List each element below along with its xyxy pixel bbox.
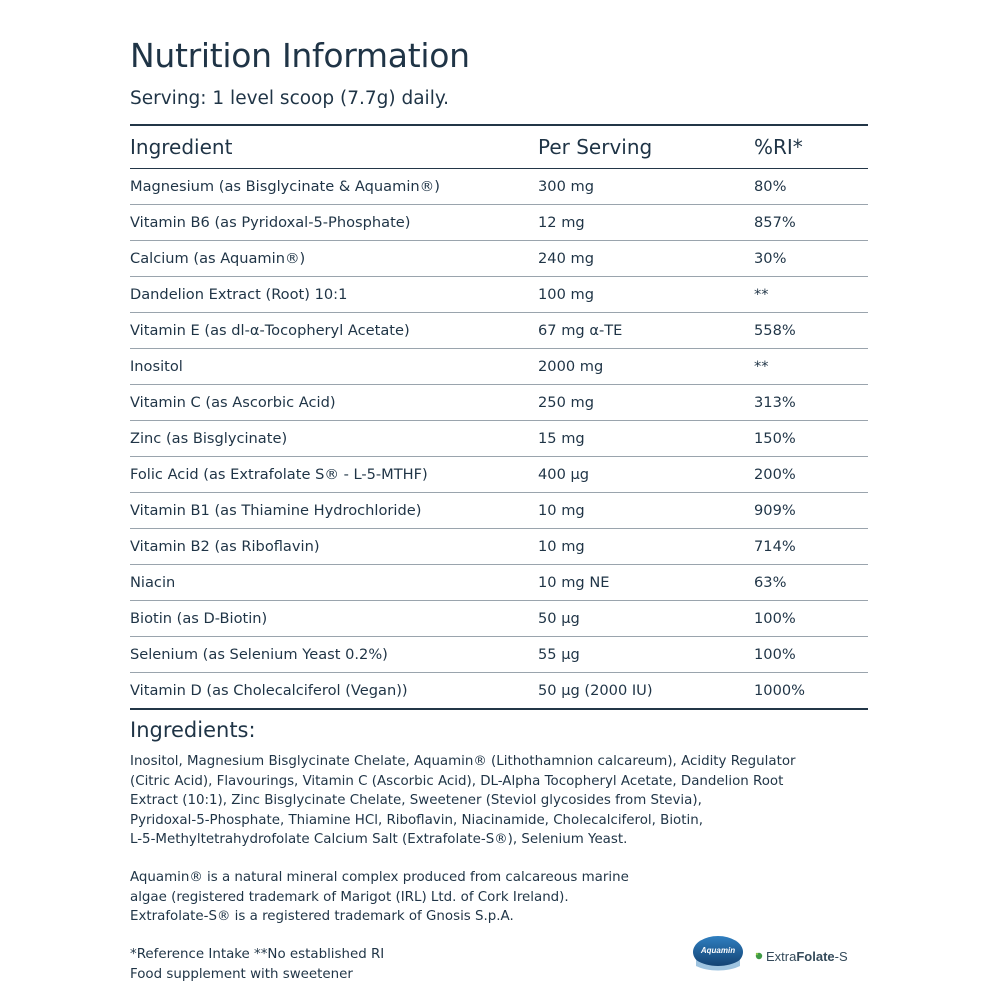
table-row: [130, 565, 868, 601]
per-serving-cell: 300 mg: [538, 169, 754, 205]
ingredient-cell: Dandelion Extract (Root) 10:1: [130, 277, 538, 313]
per-serving-cell: 2000 mg: [538, 349, 754, 385]
per-serving-cell: 100 mg: [538, 277, 754, 313]
table-row: [130, 205, 868, 241]
ingredient-cell: Selenium (as Selenium Yeast 0.2%): [130, 637, 538, 673]
ri-cell: 80%: [754, 169, 868, 205]
table-row: [130, 601, 868, 637]
ingredients-line: Pyridoxal-5-Phosphate, Thiamine HCl, Riboflavin, Niacinamide, Cholecalciferol, Biotin,: [130, 812, 703, 828]
extrafolate-prefix: Extra: [766, 948, 797, 964]
ri-cell: 30%: [754, 241, 868, 277]
trademark-line: Aquamin® is a natural mineral complex produced from calcareous marine: [130, 870, 629, 885]
extrafolate-logo-text: [766, 949, 848, 964]
per-serving-cell: 400 µg: [538, 457, 754, 493]
ingredients-list: [130, 752, 860, 850]
per-serving-cell: 15 mg: [538, 421, 754, 457]
table-row: [130, 349, 868, 385]
ri-cell: 857%: [754, 205, 868, 241]
footnotes: [130, 945, 384, 984]
table-row: [130, 637, 868, 673]
table-row: [130, 421, 868, 457]
per-serving-cell: 10 mg: [538, 529, 754, 565]
column-header-ingredient: Ingredient: [130, 125, 538, 169]
ri-cell: **: [754, 349, 868, 385]
table-row: [130, 673, 868, 710]
trademark-line: algae (registered trademark of Marigot (IRL) Ltd. of Cork Ireland).: [130, 889, 569, 905]
ri-cell: 150%: [754, 421, 868, 457]
ingredient-cell: Vitamin B2 (as Riboflavin): [130, 529, 538, 565]
ri-cell: 909%: [754, 493, 868, 529]
ingredient-cell: Zinc (as Bisglycinate): [130, 421, 538, 457]
per-serving-cell: 55 µg: [538, 637, 754, 673]
ingredients-line: L-5-Methyltetrahydrofolate Calcium Salt (Extrafolate-S®), Selenium Yeast.: [130, 832, 628, 848]
ri-cell: 200%: [754, 457, 868, 493]
ingredient-cell: Inositol: [130, 349, 538, 385]
extrafolate-leaf-icon: [755, 952, 763, 960]
per-serving-cell: 240 mg: [538, 241, 754, 277]
per-serving-cell: 250 mg: [538, 385, 754, 421]
ri-cell: 100%: [754, 601, 868, 637]
ingredients-line: (Citric Acid), Flavourings, Vitamin C (Ascorbic Acid), DL-Alpha Tocopheryl Acetate, Dandelion Root: [130, 773, 784, 789]
per-serving-cell: 10 mg NE: [538, 565, 754, 601]
trademark-line: Extrafolate-S® is a registered trademark of Gnosis S.p.A.: [130, 909, 514, 925]
table-row: [130, 169, 868, 205]
extrafolate-bold: Folate: [796, 948, 835, 964]
table-row: [130, 241, 868, 277]
ingredient-cell: Magnesium (as Bisglycinate & Aquamin®): [130, 169, 538, 205]
extrafolate-suffix: -S: [834, 948, 848, 964]
ingredient-cell: Vitamin B1 (as Thiamine Hydrochloride): [130, 493, 538, 529]
table-row: [130, 385, 868, 421]
ingredient-cell: Folic Acid (as Extrafolate S® - L-5-MTHF): [130, 457, 538, 493]
ingredient-cell: Calcium (as Aquamin®): [130, 241, 538, 277]
ingredient-cell: Vitamin C (as Ascorbic Acid): [130, 385, 538, 421]
ri-cell: 313%: [754, 385, 868, 421]
table-row: [130, 457, 868, 493]
ri-cell: 100%: [754, 637, 868, 673]
column-header-per-serving: Per Serving: [538, 125, 754, 169]
table-row: [130, 493, 868, 529]
serving-size: Serving: 1 level scoop (7.7g) daily.: [130, 88, 450, 109]
nutrition-table: [130, 124, 868, 710]
table-row: [130, 277, 868, 313]
per-serving-cell: 50 µg: [538, 601, 754, 637]
column-header-ri: %RI*: [754, 125, 868, 169]
table-header-row: [130, 125, 868, 169]
table-row: [130, 313, 868, 349]
ingredient-cell: Niacin: [130, 565, 538, 601]
trademark-notes: [130, 868, 860, 927]
footnote-reference-intake: *Reference Intake **No established RI: [130, 947, 385, 962]
ingredient-cell: Vitamin B6 (as Pyridoxal-5-Phosphate): [130, 205, 538, 241]
aquamin-logo: [692, 934, 744, 974]
per-serving-cell: 10 mg: [538, 493, 754, 529]
page-title: Nutrition Information: [130, 36, 470, 75]
ingredients-heading: Ingredients:: [130, 718, 256, 742]
per-serving-cell: 12 mg: [538, 205, 754, 241]
ri-cell: 63%: [754, 565, 868, 601]
ingredient-cell: Vitamin D (as Cholecalciferol (Vegan)): [130, 682, 408, 699]
table-row: [130, 529, 868, 565]
ri-cell: **: [754, 277, 868, 313]
footnote-food-supplement: Food supplement with sweetener: [130, 966, 353, 982]
extrafolate-logo: [755, 945, 848, 967]
ri-cell: 1000%: [754, 682, 806, 699]
ri-cell: 558%: [754, 313, 868, 349]
aquamin-logo-text: Aquamin: [700, 946, 736, 955]
per-serving-cell: 67 mg α-TE: [538, 313, 754, 349]
ingredients-line: Extract (10:1), Zinc Bisglycinate Chelate, Sweetener (Steviol glycosides from Stevia),: [130, 793, 702, 809]
ingredient-cell: Vitamin E (as dl-α-Tocopheryl Acetate): [130, 313, 538, 349]
ingredients-line: Inositol, Magnesium Bisglycinate Chelate, Aquamin® (Lithothamnion calcareum), Acidity Regulator: [130, 754, 796, 769]
ri-cell: 714%: [754, 529, 868, 565]
per-serving-cell: 50 µg (2000 IU): [538, 682, 653, 699]
ingredient-cell: Biotin (as D-Biotin): [130, 601, 538, 637]
